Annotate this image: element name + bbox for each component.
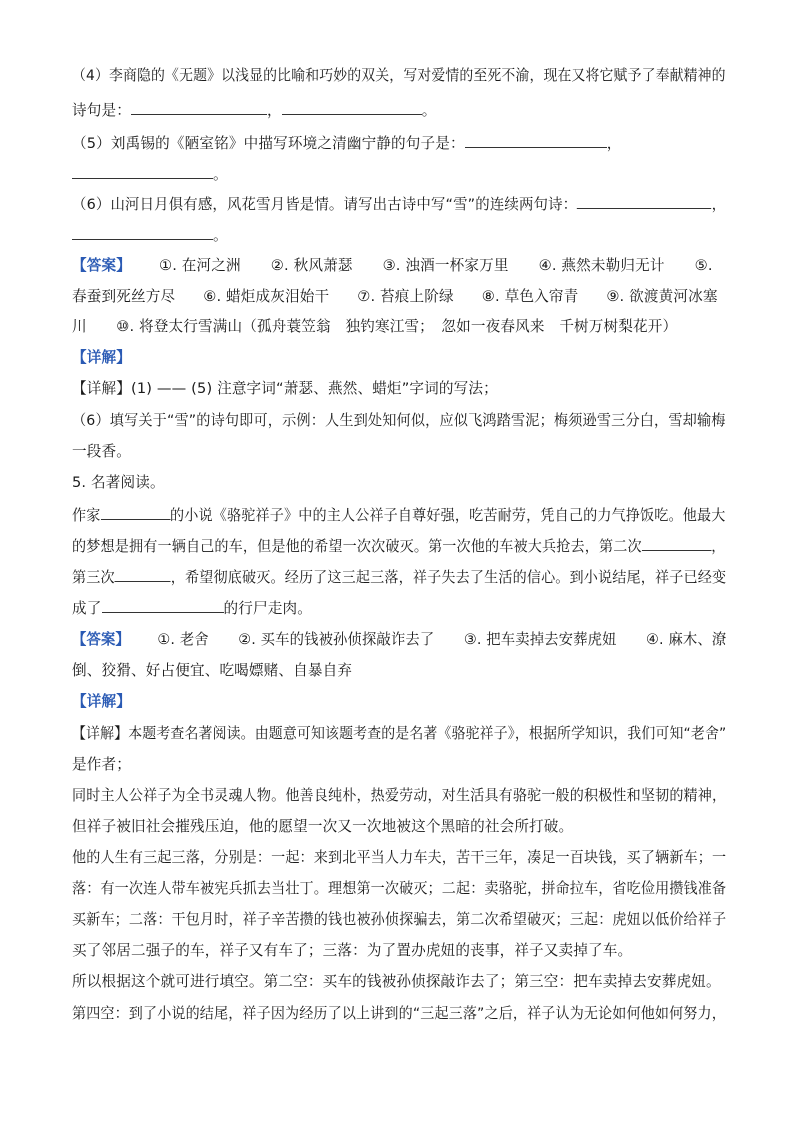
answer1-item: 春蚕到死丝方尽: [72, 288, 176, 305]
q6-blank-1: [577, 194, 711, 209]
q6-line-2: [72, 225, 726, 246]
q5-text-segment: 的小说《骆驼祥子》中的主人公祥子自尊好强，吃苦耐劳，凭自己的力气挣饭吃。他最大: [170, 507, 726, 524]
answer2-item: ②. 买车的钱被孙侦探敲诈去了: [238, 631, 435, 648]
answer1-item: ⑧. 草色入帘青: [481, 288, 579, 305]
q5-text-line-3: [72, 567, 727, 588]
answer1-item: ③. 浊酒一杯家万里: [382, 257, 509, 274]
q5-text-segment: 第三次: [72, 569, 115, 586]
answer1-item: ⑦. 苔痕上阶绿: [357, 288, 454, 305]
answer1-item: ②. 秋风萧瑟: [270, 257, 353, 274]
q5-text-segment: 成了: [72, 600, 102, 617]
q5-text-line-1: [72, 505, 726, 526]
detail1-line-3: 一段香。: [72, 443, 131, 460]
q5-text-segment: ，: [711, 538, 726, 555]
q4-end: 。: [421, 102, 437, 119]
q5-blank-second: [642, 536, 712, 551]
answer1-item: ⑨. 欲渡黄河冰塞: [606, 288, 718, 305]
q4-prefix: 诗句是：: [72, 102, 131, 119]
q5-text-line-4: [72, 598, 726, 619]
q5-text-segment: 的梦想是拥有一辆自己的车，但是他的希望一次次破灭。第一次他的车被大兵抢去，第二次: [72, 538, 642, 555]
q5-line-1: [72, 133, 726, 154]
answer1-line-2: [72, 287, 726, 307]
q5-end: 。: [213, 166, 228, 183]
q5-blank-fourth: [102, 598, 224, 613]
q5-line-2: [72, 164, 726, 185]
q4-blank-1: [131, 100, 267, 115]
q5-blank-1: [465, 133, 607, 148]
q6-sep: ，: [711, 196, 727, 213]
answer1-label: 【答案】: [72, 257, 131, 274]
q5-prefix: （5）刘禹锡的《陋室铭》中描写环境之清幽宁静的句子是：: [72, 135, 465, 152]
answer1-line-1: [72, 256, 726, 276]
detail2-line: 买新车；二落：干包月时，祥子辛苦攒的钱也被孙侦探骗去，第二次希望破灭；三起：虎妞以低价给祥子: [72, 911, 727, 928]
q6-line-1: [72, 194, 727, 215]
answer2-line-1: [72, 630, 727, 650]
detail2-line: 同时主人公祥子为全书灵魂人物。他善良纯朴，热爱劳动，对生活具有骆驼一般的积极性和坚韧的精神，: [72, 787, 727, 804]
answer1-item: ①. 在河之洲: [158, 257, 241, 274]
detail1-line-1: 【详解】(1) —— (5) 注意字词“萧瑟、燕然、蜡炬”字词的写法；: [72, 380, 498, 397]
answer1-line-3: 川 ⑩. 将登太行雪满山（孤舟蓑笠翁 独钓寒江雪； 忽如一夜春风来 千树万树梨花开）: [72, 318, 678, 335]
q5-text-segment: 作家: [72, 507, 101, 524]
q6-prefix: （6）山河日月俱有感，风花雪月皆是情。请写出古诗中写“雪”的连续两句诗：: [72, 196, 578, 213]
q6-blank-2: [72, 225, 213, 240]
detail2-line: 他的人生有三起三落，分别是：一起：来到北平当人力车夫，苦干三年，凑足一百块钱，买了辆新车；一: [72, 849, 727, 866]
detail1-heading: 【详解】: [72, 349, 131, 366]
answer1-item: ⑤.: [694, 257, 713, 274]
detail2-line: 【详解】本题考查名著阅读。由题意可知该题考查的是名著《骆驼祥子》，根据所学知识，我们可知“老舍”: [72, 725, 727, 742]
detail2-heading: 【详解】: [72, 693, 131, 710]
answer2-item: ③. 把车卖掉去安葬虎妞: [463, 631, 617, 648]
q4-line-2: [72, 100, 726, 121]
q4-line-1: （4）李商隐的《无题》以浅显的比喻和巧妙的双关，写对爱情的至死不渝，现在又将它赋予了奉献精神的: [72, 67, 726, 84]
detail2-line: 买了邻居二强子的车，祥子又有车了；三落：为了置办虎妞的丧事，祥子又卖掉了车。: [72, 942, 633, 959]
q5-title: 5. 名著阅读。: [72, 474, 165, 491]
answer1-item: ⑥. 蜡炬成灰泪始干: [203, 288, 330, 305]
q6-end: 。: [213, 227, 228, 244]
q5-text-segment: ，希望彻底破灭。经历了这三起三落，祥子失去了生活的信心。到小说结尾，祥子已经变: [170, 569, 727, 586]
detail2-line: 第四空：到了小说的结尾，祥子因为经历了以上讲到的“三起三落”之后，祥子认为无论如何他如何努力，: [72, 1005, 726, 1022]
q5-text-line-2: [72, 536, 726, 557]
q5-sep: ，: [606, 135, 622, 152]
q5-blank-2: [72, 164, 213, 179]
detail1-line-2: （6）填写关于“雪”的诗句即可，示例：人生到处知何似，应似飞鸿踏雪泥；梅须逊雪三分白，雪却输梅: [72, 412, 726, 429]
answer2-label: 【答案】: [72, 631, 130, 648]
q4-blank-2: [282, 100, 422, 115]
answer1-item: ④. 燕然未勒归无计: [538, 257, 665, 274]
q5-blank-third: [115, 567, 171, 582]
detail2-line: 是作者；: [72, 756, 131, 773]
q4-sep: ，: [266, 102, 282, 119]
answer2-item: ④. 麻木、潦: [646, 631, 727, 648]
detail2-line: 落：有一次连人带车被宪兵抓去当壮丁。理想第一次破灭；二起：卖骆驼，拼命拉车，省吃俭用攒钱准备: [72, 880, 727, 897]
q5-text-segment: 的行尸走肉。: [223, 600, 312, 617]
answer2-line-2: 倒、狡猾、好占便宜、吃喝嫖赌、自暴自弃: [72, 662, 353, 679]
q5-blank-author: [100, 505, 170, 520]
detail2-line: 但祥子被旧社会摧残压迫，他的愿望一次又一次地被这个黑暗的社会所打破。: [72, 818, 574, 835]
detail2-line: 所以根据这个就可进行填空。第二空：买车的钱被孙侦探敲诈去了；第三空：把车卖掉去安葬虎妞。: [72, 973, 721, 990]
answer2-item: ①. 老舍: [157, 631, 209, 648]
